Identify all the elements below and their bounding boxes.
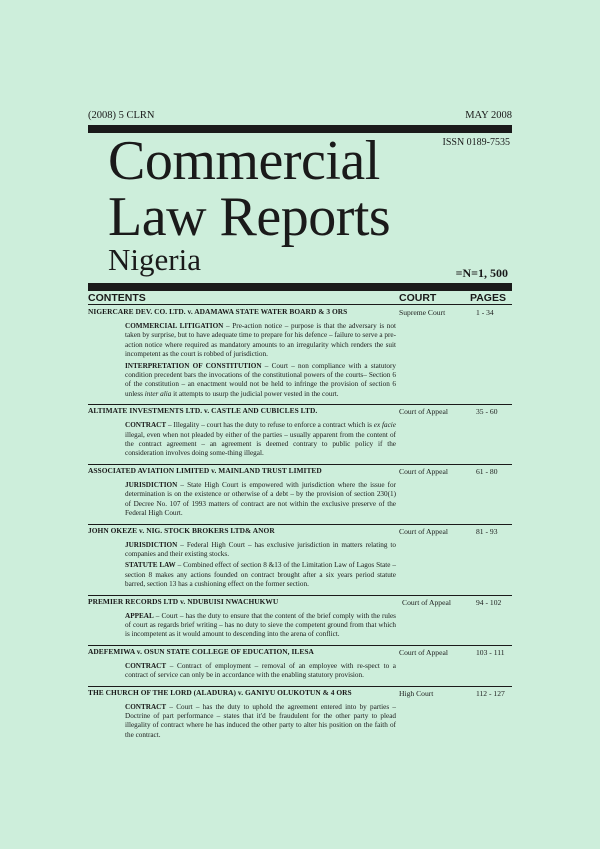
court-name: Court of Appeal [402, 597, 451, 607]
page-range: 81 - 93 [476, 526, 498, 536]
court-name: Court of Appeal [399, 407, 448, 417]
list-item [88, 406, 512, 465]
summary-text: illegal, even when not pleaded by either of the parties – usually apparent from the content of the contract agreement – an agreement is deemed contrary to public policy if the consideration involves doing some-thing illegal. [125, 430, 396, 458]
latin-phrase: inter alia [144, 389, 172, 398]
keyword: CONTRACT [125, 421, 167, 430]
issn: ISSN 0189-7535 [442, 137, 510, 148]
contents-list [88, 306, 512, 745]
citation: (2008) 5 CLRN [88, 110, 155, 121]
court-name: Supreme Court [399, 308, 446, 317]
summary-text: – Court – has the duty to uphold the agreement entered into by parties – Doctrine of part performance – states that it'd be fraudulent for the other party to plead illegality of contract where he has induced the other party to alter his position on the faith of the contract. [125, 702, 396, 739]
title-line-1: Commercial [108, 130, 380, 192]
keyword: APPEAL [125, 611, 154, 620]
summary-text: – Illegality – court has the duty to refuse to enforce a contract which is [166, 421, 374, 430]
page-range: 103 - 111 [476, 647, 505, 657]
case-title: ADEFEMIWA v. OSUN STATE COLLEGE OF EDUCATION, ILESA [88, 646, 314, 656]
subtitle-country: Nigeria [108, 242, 201, 277]
page-range: 94 - 102 [476, 597, 502, 607]
court-name: Court of Appeal [399, 647, 448, 657]
summary-text: it attempts to usurp the judicial power vested in the court. [171, 389, 339, 398]
list-item [88, 526, 512, 596]
contents-header: CONTENTS [88, 292, 146, 304]
case-title: THE CHURCH OF THE LORD (ALADURA) v. GANIYU OLUKOTUN & 4 ORS [88, 687, 352, 697]
court-name: Court of Appeal [399, 526, 448, 536]
summary-paragraph [125, 481, 396, 519]
page-range: 1 - 34 [476, 308, 494, 317]
summary-text: – Court – has the duty to ensure that the content of the brief comply with the rules of court as regards brief writing – has no duty to sieve the competent ground from that which is incompetent as it would amount to descending into the arena of conflict. [125, 611, 396, 639]
middle-rule [88, 283, 512, 291]
summary-paragraph [125, 421, 396, 459]
summary-text: – Federal High Court – has exclusive jurisdiction in matters relating to companies and their existing stocks. [125, 540, 396, 558]
keyword: CONTRACT [125, 661, 167, 670]
keyword: JURISDICTION [125, 480, 178, 489]
keyword: INTERPRETATION OF CONSTITUTION [125, 361, 262, 370]
keyword: COMMERCIAL LITIGATION [125, 322, 224, 330]
list-item [88, 466, 512, 525]
case-title: JOHN OKEZE v. NIG. STOCK BROKERS LTD& ANOR [88, 525, 275, 535]
court-name: Court of Appeal [399, 466, 448, 476]
summary-text: – Court – non compliance with a statutory condition precedent bars the invocations of the constitutional powers of the courts– Section 6 of the constitution – an enactment would not be held to infringe the provision of section 6 unless [125, 361, 396, 398]
court-name: High Court [399, 688, 434, 698]
summary-paragraph [125, 322, 396, 360]
list-item [88, 688, 512, 746]
summary-paragraph [125, 612, 396, 640]
summary-text: – Contract of employment – removal of an employee with re-spect to a contract of service can only be in accordance with the enabling statutory provision. [125, 661, 396, 680]
pages-header: PAGES [470, 292, 506, 304]
case-title: ASSOCIATED AVIATION LIMITED v. MAINLAND TRUST LIMITED [88, 465, 322, 475]
list-item [88, 307, 512, 405]
title-line-2: Law Reports [108, 186, 391, 248]
case-title: NIGERCARE DEV. CO. LTD. v. ADAMAWA STATE WATER BOARD & 3 ORS [88, 307, 348, 316]
page-range: 112 - 127 [476, 688, 505, 698]
summary-paragraph [125, 662, 396, 681]
list-item [88, 597, 512, 646]
court-header: COURT [399, 292, 437, 304]
summary-paragraph [125, 703, 396, 741]
summary-paragraph [125, 362, 396, 400]
summary-text: – Combined effect of section 8 &13 of the Limitation Law of Lagos State – section 8 makes any actions founded on contract brought after a six years period statute barred, section 13 has a cushioning effect on the former section. [125, 561, 396, 589]
keyword: JURISDICTION [125, 540, 178, 549]
keyword: STATUTE LAW [125, 561, 176, 570]
latin-phrase: ex facie [373, 421, 396, 430]
header-rule [88, 304, 512, 305]
summary-paragraph [125, 561, 396, 589]
summary-text: – Pre-action notice – purpose is that the adversary is not taken by surprise, but to have adequate time to prepare for his defence – failure to serve a pre-action notice where required as mandatory amounts to an irregularity which renders the suit incompetent as the court is robbed of jurisdiction. [125, 322, 396, 359]
case-title: PREMIER RECORDS LTD v. NDUBUISI NWACHUKWU [88, 596, 279, 606]
case-title: ALTIMATE INVESTMENTS LTD. v. CASTLE AND CUBICLES LTD. [88, 406, 318, 416]
page-range: 35 - 60 [476, 407, 498, 417]
list-item [88, 647, 512, 687]
issue-date: MAY 2008 [465, 110, 512, 121]
page-range: 61 - 80 [476, 466, 498, 476]
keyword: CONTRACT [125, 702, 167, 711]
summary-paragraph [125, 541, 396, 560]
price: =N=1, 500 [455, 266, 508, 280]
summary-text: – State High Court is empowered with jurisdiction where the issue for determination is on the existence or otherwise of a debt – by the provision of section 230(1) of Decree No. 107 of 1993 matters of contract are not within the exclusive preserve of the Federal High Court. [125, 480, 396, 518]
